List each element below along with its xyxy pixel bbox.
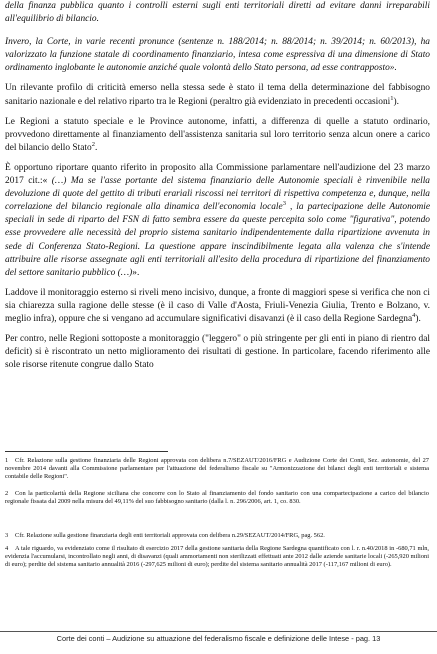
- paragraph-health-needs-text: Un rilevante profilo di criticità emerso nella stessa sede è stato il tema della determinazione del fabbisogno sanitario nazionale e del relativo riparto tra le Regioni (peraltro già evidenziato in precedenti occasioni: [5, 83, 430, 107]
- footnote-number: 4: [5, 545, 9, 552]
- paragraph-commission-quote-b: , la partecipazione delle Autonomie speciali in sede di riparto del FSN di fatto sembra essere da queste percepita solo come "figurativa", potendo esse provvedere alle necessità del proprio sistema sanitario indipendentemente dalla ripartizione avvenuta in sede di Conferenza Stato-Regioni. La questione appare inscindibilmente legata alla valenza che s'intende attribuire alle risorse assegnate agli enti territoriali all'esito della procedura di ripartizione del finanziamento del settore sanitario pubblico (…): [5, 202, 430, 278]
- footnote-number: 3: [5, 532, 9, 539]
- paragraph-special-regions: [5, 116, 430, 155]
- footer-rule: [0, 631, 437, 632]
- footnote-text: Con la particolarità della Regione siciliana che concorre con lo Stato al finanziamento del fondo sanitario con una compartecipazione a carico del bilancio regionale fissata dal 2009 nella misura del 49,11% del suo fabbisogno sanitario (dalla l. n. 296/2006, art. 1, co. 830.: [5, 490, 429, 506]
- footnote-text: Cfr. Relazione sulla gestione finanziaria degli enti territoriali approvata con delibera n.29/SEZAUT/2014/FRG, pag. 562.: [15, 532, 325, 539]
- footnote-4: [5, 545, 429, 570]
- paragraph-monitoring-text: Laddove il monitoraggio esterno si riveli meno incisivo, dunque, a fronte di maggiori spese si verifica che non ci sia chiarezza sulla ragione delle stesse (è il caso di Valle d'Aosta, Friuli-Venezia Giulia, Trento e Bolzano, v. meglio infra), oppure che si vengano ad accumulare significativi disavanzi (è il caso della Regione Sardegna: [5, 287, 430, 324]
- footnote-ref-1[interactable]: 1: [390, 94, 394, 102]
- paragraph-court-rulings: Invero, la Corte, in varie recenti pronunce (sentenze n. 188/2014; n. 88/2014; n. 39/2014; n. 60/2013), ha valorizzato la funzione statale di coordinamento finanziario, intesa come espressiva di una dimensione di Stato ordinamento inglobante le autonomie anziché quale volontà dello Stato persona, ad esse contrapposto».: [5, 37, 430, 74]
- paragraph-commission-quote-a: (…) Ma se l'asse portante del sistema finanziario delle Autonomie speciali è rinvenibile nella devoluzione di quote del gettito di tributi erariali riscossi nei territori di rispettiva competenza e, dunque, nella correlazione del bilancio regionale alla dinamica dell'economia locale: [5, 176, 430, 213]
- paragraph-monitored-regions: Per contro, nelle Regioni sottoposte a monitoraggio ("leggero" o più stringente per gli enti in piano di rientro dal deficit) si è riscontrato un netto miglioramento dei risultati di gestione. In particolare, facendo riferimento alle sole risorse ritenute congrue dallo Stato: [5, 334, 430, 371]
- paragraph-commission-intro: È opportuno riportare quanto riferito in proposito alla Commissione parlamentare nell'audizione del 23 marzo 2017 cit.:«: [5, 162, 430, 187]
- document-body: [5, 0, 430, 372]
- footnote-ref-2[interactable]: 2: [91, 140, 95, 148]
- paragraph-health-needs: [5, 82, 430, 108]
- page-footer: Corte dei conti – Audizione su attuazione del federalismo fiscale e definizione delle Intese - pag. 13: [56, 634, 381, 643]
- footnote-number: 1: [5, 457, 9, 464]
- footnote-separator: [5, 451, 168, 452]
- footnote-text: A tale riguardo, va evidenziato come il risultato di esercizio 2017 della gestione sanitaria della Regione Sardegna quantificato con l. r. n.40/2018 in -680,71 mln, evidenzia l'accumularsi, incontrollato negli anni, di disavanzi (quali ammortamenti non sterilizzati effettuati ante 2012 dalle aziende sanitarie locali (-265,920 milioni di euro); perdite del sistema sanitario annualità 2016 (-297,625 milioni di euro); perdite del sistema sanitario annualità 2017 (-117,167 milioni di euro).: [5, 545, 429, 569]
- paragraph-quote-end: della finanza pubblica quanto i controlli esterni sugli enti territoriali diretti ad evitare danni irreparabili all'equilibrio di bilancio.: [5, 1, 430, 25]
- paragraph-commission-hearing: [5, 162, 430, 280]
- footnote-1: [5, 457, 429, 482]
- paragraph-special-regions-end: .: [94, 142, 98, 153]
- footnote-ref-4[interactable]: 4: [412, 311, 416, 319]
- footnote-text: Cfr. Relazione sulla gestione finanziaria delle Regioni approvata con delibera n.7/SEZAUT/2016/FRG e Audizione Corte dei Conti, Sez. autonomie, del 27 novembre 2014 davanti alla Commissione parlamentare per l'attuazione del federalismo fiscale su "Armonizzazione dei bilanci degli enti territoriali e sistema contabile delle Regioni".: [5, 457, 429, 481]
- footnote-2: [5, 490, 429, 506]
- footnote-number: 2: [5, 490, 9, 497]
- footnote-3: [5, 532, 429, 540]
- paragraph-monitoring-end: ).: [415, 313, 421, 324]
- footnote-ref-3[interactable]: 3: [282, 200, 286, 208]
- paragraph-health-needs-end: ).: [393, 96, 399, 107]
- paragraph-special-regions-text: Le Regioni a statuto speciale e le Province autonome, infatti, a differenza di quelle a statuto ordinario, provvedono direttamente al finanziamento dell'assistenza sanitaria sul loro territorio senza alcun onere a carico del bilancio dello Stato: [5, 116, 430, 153]
- paragraph-monitoring: [5, 287, 430, 326]
- paragraph-commission-end: ».: [132, 267, 140, 278]
